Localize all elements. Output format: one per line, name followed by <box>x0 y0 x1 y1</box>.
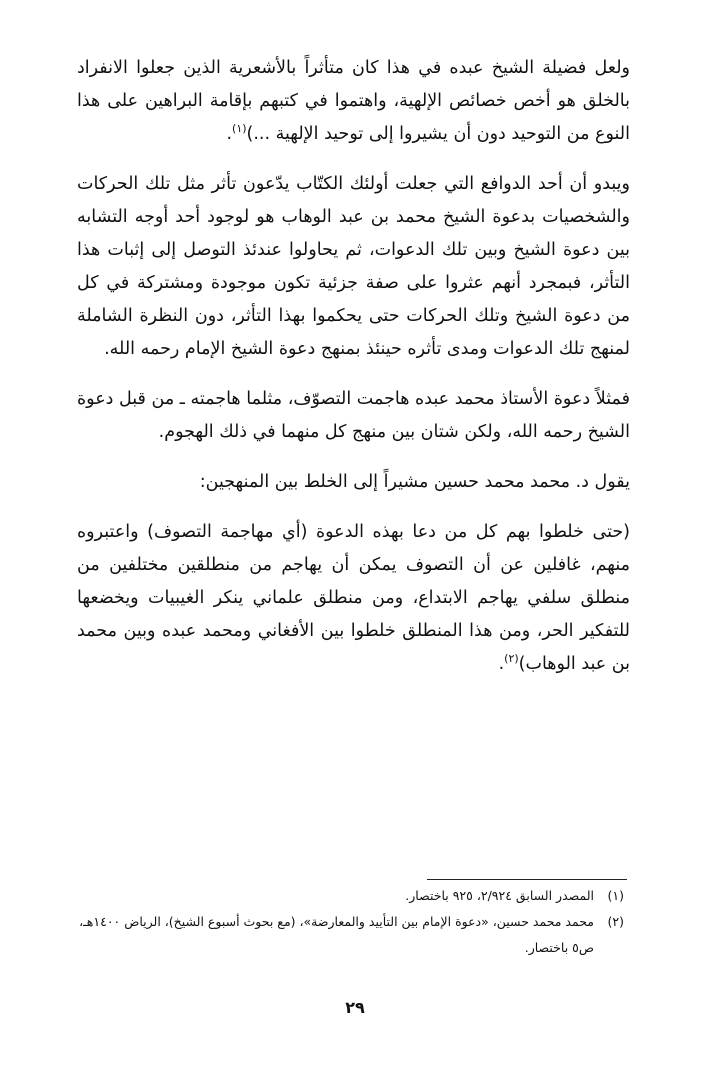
footnote-divider <box>427 879 627 880</box>
page-number: ٢٩ <box>345 998 365 1017</box>
paragraph-3 <box>77 383 630 449</box>
paragraph-text: (حتى خلطوا بهم كل من دعا بهذه الدعوة (أي مهاجمة التصوف) واعتبروه منهم، غافلين عن أن التصوف يمكن أن يهاجم من منطلقين مختلفين من منطلق سلفي يهاجم الابتداع، ومن منطلق علماني ينكر الغيبيات ويخضعها للتفكير الحر، ومن هذا المنطلق خلطوا بين الأفغاني ومحمد عبده وبين محمد بن عبد الوهاب) <box>77 522 630 674</box>
quote-paragraph: (حتى خلطوا بهم كل من دعا بهذه الدعوة (أي مهاجمة التصوف) واعتبروه منهم، غافلين عن أن التصوف يمكن أن يهاجم من منطلقين مختلفين من منطلق سلفي يهاجم الابتداع، ومن منطلق علماني ينكر الغيبيات ويخضعها للتفكير الحر، ومن هذا المنطلق خلطوا بين الأفغاني ومحمد عبده وبين محمد بن عبد الوهاب)$^{(٢)}$. <box>77 522 630 674</box>
paragraph-text: ويبدو أن أحد الدوافع التي جعلت أولئك الكتّاب يدّعون تأثر مثل تلك الحركات والشخصيات بدعوة الشيخ محمد بن عبد الوهاب هو لوجود أحد أوجه التشابه بين دعوة الشيخ وبين تلك الدعوات، ثم يحاولوا عندئذ التوصل إلى إثبات هذا التأثر، فبمجرد أنهم عثروا على صفة جزئية تكون موجودة ومشتركة في كل من دعوة الشيخ وتلك الحركات حتى يحكموا بهذا التأثر، دون النظرة الشاملة لمنهج تلك الدعوات ومدى تأثره حينئذ بمنهج دعوة الشيخ الإمام رحمه الله. <box>77 174 630 359</box>
paragraph-1: ولعل فضيلة الشيخ عبده في هذا كان متأثراً بالأشعرية الذين جعلوا الانفراد بالخلق هو أخص خصائص الإلهية، واهتموا في كتبهم بإقامة البراهين على هذا النوع من التوحيد دون أن يشيروا إلى توحيد الإلهية ...)$^{(١)}$. <box>77 58 630 144</box>
footnote-ref-1: (١) <box>232 122 247 136</box>
body-text <box>77 52 630 681</box>
paragraph-text: فمثلاً دعوة الأستاذ محمد عبده هاجمت التصوّف، مثلما هاجمته ـ من قبل دعوة الشيخ رحمه الله، ولكن شتان بين منهج كل منهما في ذلك الهجوم. <box>77 389 630 442</box>
footnote-text: محمد محمد حسين، «دعوة الإمام بين التأييد والمعارضة»، (مع بحوث أسبوع الشيخ)، الرياض ١٤٠٠هـ، ص٥ باختصار. <box>79 914 594 955</box>
footnote-number: (٢) <box>607 914 624 929</box>
paragraph-text: ولعل فضيلة الشيخ عبده في هذا كان متأثراً بالأشعرية الذين جعلوا الانفراد بالخلق هو أخص خصائص الإلهية، واهتموا في كتبهم بإقامة البراهين على هذا النوع من التوحيد دون أن يشيروا إلى توحيد الإلهية ...) <box>77 58 630 144</box>
footnote-ref-2: (٢) <box>504 652 519 666</box>
paragraph-text: يقول د. محمد محمد حسين مشيراً إلى الخلط بين المنهجين: <box>199 472 630 492</box>
paragraph-2 <box>77 168 630 366</box>
footnotes <box>69 883 624 961</box>
footnote-1 <box>69 883 624 909</box>
footnote-text: المصدر السابق ٢/٩٢٤، ٩٢٥ باختصار. <box>405 888 594 903</box>
paragraph-4 <box>77 466 630 499</box>
footnote-2 <box>69 909 624 961</box>
footnote-number: (١) <box>607 888 624 903</box>
